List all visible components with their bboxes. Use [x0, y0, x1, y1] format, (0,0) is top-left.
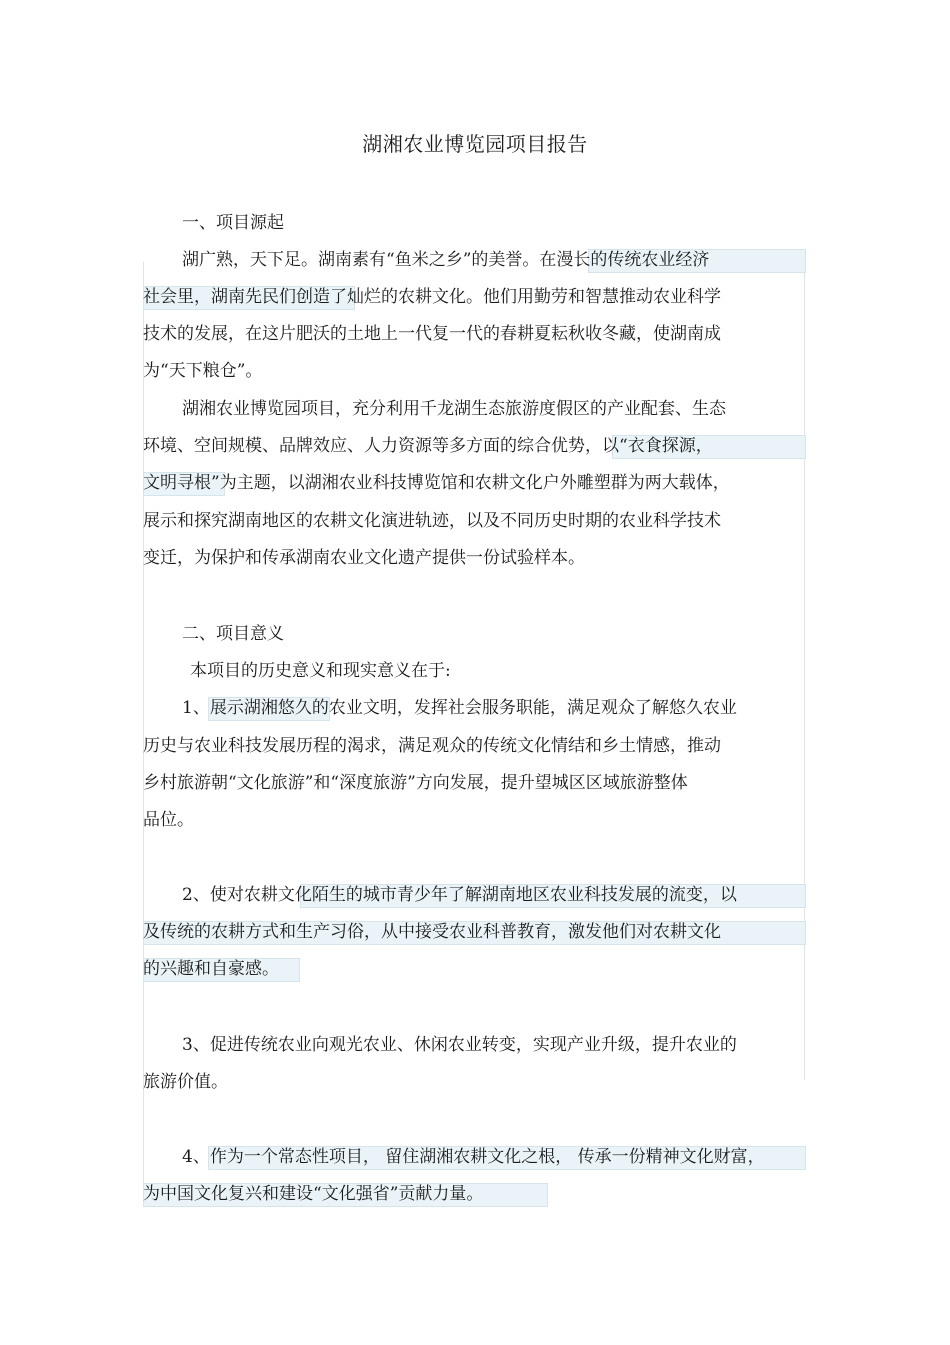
paragraph-line: 环境、空间规模、品牌效应、人力资源等多方面的综合优势，以“衣食探源， [143, 436, 713, 456]
paragraph-line: 文明寻根”为主题，以湖湘农业科技博览馆和农耕文化户外雕塑群为两大载体， [143, 473, 730, 493]
scan-frame-right [804, 250, 805, 1080]
section-heading: 一、项目源起 [182, 213, 284, 233]
list-item-line: 1、展示湖湘悠久的农业文明，发挥社会服务职能，满足观众了解悠久农业 [182, 698, 737, 718]
page-title: 湖湘农业博览园项目报告 [362, 132, 588, 156]
paragraph-line: 湖广熟，天下足。湖南素有“鱼米之乡”的美誉。在漫长的传统农业经济 [182, 250, 710, 270]
paragraph-line: 社会里，湖南先民们创造了灿烂的农耕文化。他们用勤劳和智慧推动农业科学 [143, 287, 721, 307]
list-item-line: 乡村旅游朝“文化旅游”和“深度旅游”方向发展，提升望城区区域旅游整体 [143, 773, 688, 793]
paragraph-line: 本项目的历史意义和现实意义在于: [190, 661, 451, 681]
paragraph-line: 展示和探究湖南地区的农耕文化演进轨迹，以及不同历史时期的农业科学技术 [143, 511, 721, 531]
list-item-line: 历史与农业科技发展历程的渴求，满足观众的传统文化情结和乡土情感，推动 [143, 736, 721, 756]
section-heading: 二、项目意义 [182, 624, 284, 644]
paragraph-line: 技术的发展，在这片肥沃的土地上一代复一代的春耕夏耘秋收冬藏，使湖南成 [143, 324, 721, 344]
paragraph-line: 为“天下粮仓”。 [143, 361, 263, 381]
list-item-line: 的兴趣和自豪感。 [143, 959, 279, 979]
list-item-line: 及传统的农耕方式和生产习俗，从中接受农业科普教育，激发他们对农耕文化 [143, 922, 721, 942]
list-item-line: 为中国文化复兴和建设“文化强省”贡献力量。 [143, 1184, 484, 1204]
list-item-line: 品位。 [143, 810, 194, 830]
paragraph-line: 湖湘农业博览园项目，充分利用千龙湖生态旅游度假区的产业配套、生态 [182, 399, 726, 419]
list-item-line: 3、促进传统农业向观光农业、休闲农业转变，实现产业升级，提升农业的 [182, 1035, 737, 1055]
list-item-line: 2、使对农耕文化陌生的城市青少年了解湖南地区农业科技发展的流变，以 [182, 885, 737, 905]
list-item-line: 4、作为一个常态性项目， 留住湖湘农耕文化之根， 传承一份精神文化财富， [182, 1147, 765, 1167]
scan-frame-left [143, 262, 144, 1202]
list-item-line: 旅游价值。 [143, 1072, 228, 1092]
paragraph-line: 变迁，为保护和传承湖南农业文化遗产提供一份试验样本。 [143, 548, 585, 568]
